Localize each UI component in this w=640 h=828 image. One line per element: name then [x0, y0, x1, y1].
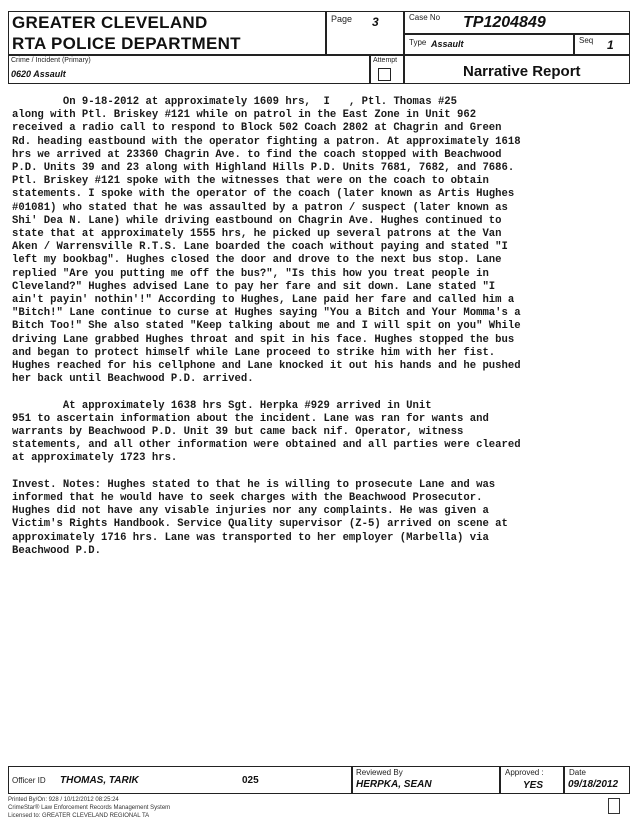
- approved-label: Approved :: [505, 768, 544, 777]
- narrative-paragraph-1: On 9-18-2012 at approximately 1609 hrs, I , Ptl. Thomas #25 along with Ptl. Briskey #121 while on patrol in the East Zone in Unit 962 received a radio call to respond to Block 502 Coach 2802 at Chagrin and Green Rd. heading eastbound with the operator fighting a patron. At approximately 1618 hrs we arrived at 23360 Chagrin Ave. to find the coach stopped with Beachwood P.D. Units 39 and 23 along with Highland Hills P.D. Units 7681, 7682, and 7686. Ptl. Briskey #121 spoke with the witnesses that were on the coach to obtain statements. I spoke with the operator of the coach (later known as Artis Hughes #01081) who stated that he was assaulted by a patron / suspect (later known as Shi' Dea N. Lane) while driving eastbound on Chagrin Ave. Hughes continued to state that at approximately 1555 hrs, he picked up several patrons at the Van Aken / Warrensville R.T.S. Lane boarded the coach without paying and stated "I left my bookbag". Hughes closed the door and drove to the next bus stop. Lane replied "Are you putting me off the bus?", "Is this how you treat people in Cleveland?" Hughes advised Lane to pay her fare and sit down. Lane stated "I ain't payin' nothin'!" According to Hughes, Lane paid her fare and called him a "Bitch!" Lane continue to curse at Hughes saying "You a Bitch and Your Momma's a Bitch Too!" She also stated "Keep talking about me and I will spit on you" While driving Lane grabbed Hughes throat and spit in his face. Hughes stopped the bus and began to protect himself while Lane proceed to strike him with her fist. Hughes reached for his cellphone and Lane knocked it out his hands and he pushed her back until Beachwood P.D. arrived.: [12, 96, 521, 386]
- narrative-body: [12, 96, 628, 571]
- seq-label: Seq: [579, 36, 594, 45]
- system-line: CrimeStar® Law Enforcement Records Management System: [8, 805, 171, 811]
- type-label: Type: [409, 38, 427, 47]
- printed-by-line: Printed By/On: 928 / 10/12/2012 08:25:24: [8, 797, 119, 803]
- case-number-label: Case No: [409, 13, 441, 22]
- page-label: Page: [331, 14, 353, 24]
- case-number: TP1204849: [463, 14, 546, 31]
- attempt-label: Attempt: [373, 57, 398, 64]
- reviewed-value: HERPKA, SEAN: [356, 779, 432, 790]
- page-number: 3: [372, 15, 379, 29]
- crime-label: Crime / Incident (Primary): [11, 57, 91, 64]
- type-value: Assault: [431, 39, 464, 49]
- date-value: 09/18/2012: [568, 779, 619, 790]
- narrative-paragraph-2: At approximately 1638 hrs Sgt. Herpka #929 arrived in Unit 951 to ascertain information about the incident. Lane was ran for wants and warrants by Beachwood P.D. Unit 39 but came back nif. Operator, witness statements, and all other information were obtained and all parties were cleared at approximately 1723 hrs.: [12, 399, 521, 465]
- type-box: [404, 34, 574, 55]
- license-line: Licensed to: GREATER CLEVELAND REGIONAL TA: [8, 813, 150, 819]
- attempt-checkbox: [378, 68, 391, 81]
- crime-value: 0620 Assault: [11, 69, 66, 79]
- officer-name: THOMAS, TARIK: [60, 775, 139, 786]
- report-title: Narrative Report: [463, 63, 581, 80]
- agency-name-line2: RTA POLICE DEPARTMENT: [12, 34, 241, 53]
- officer-label: Officer ID: [12, 776, 46, 785]
- date-label: Date: [569, 768, 586, 777]
- officer-id: 025: [242, 775, 259, 786]
- approved-value: YES: [523, 780, 544, 791]
- narrative-paragraph-3: Invest. Notes: Hughes stated to that he is willing to prosecute Lane and was informed that he would have to seek charges with the Beachwood Prosecutor. Hughes did not have any visable injuries nor any complaints. He was given a Victim's Rights Handbook. Service Quality supervisor (Z-5) arrived on scene at approximately 1716 hrs. Lane was transported to her employer (Marbella) via Beachwood P.D.: [12, 478, 508, 557]
- reviewed-label: Reviewed By: [356, 768, 403, 777]
- seq-value: 1: [607, 38, 614, 52]
- footer-checkbox: [608, 798, 620, 814]
- agency-name-line1: GREATER CLEVELAND: [12, 13, 208, 32]
